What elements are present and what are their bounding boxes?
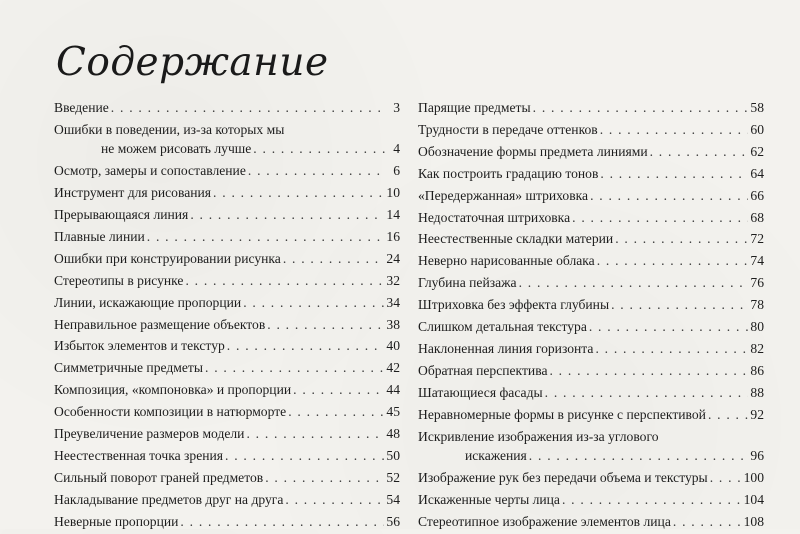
toc-entry-line	[54, 358, 400, 377]
dot-leader	[572, 208, 748, 227]
toc-entry-title: Обратная перспектива	[418, 362, 548, 378]
toc-entry-title: Преувеличение размеров модели	[54, 426, 245, 442]
toc-entry	[418, 361, 764, 380]
dot-leader	[293, 380, 384, 399]
toc-entry-title: Недостаточная штриховка	[418, 209, 571, 225]
toc-entry	[54, 120, 400, 159]
toc-page-number: 96	[750, 448, 764, 463]
toc-entry-title: Симметричные предметы	[54, 360, 203, 376]
toc-entry-title: Композиция, «компоновка» и пропорции	[54, 382, 292, 398]
toc-entry-title: Трудности в передаче оттенков	[418, 121, 598, 137]
toc-entry	[418, 405, 764, 424]
toc-entry-line	[418, 468, 764, 487]
toc-entry	[418, 98, 764, 117]
dot-leader	[708, 405, 748, 424]
toc-entry-line	[54, 120, 400, 139]
dot-leader	[673, 512, 742, 531]
toc-entry-line	[418, 120, 764, 139]
toc-page-number: 68	[750, 209, 764, 225]
toc-entry	[418, 229, 764, 248]
toc-entry	[418, 317, 764, 336]
dot-leader	[519, 273, 749, 292]
dot-leader	[185, 271, 384, 290]
toc-entry-line	[54, 271, 400, 290]
toc-entry-line	[54, 98, 400, 117]
toc-page-number: 86	[750, 362, 764, 378]
toc-entry	[54, 98, 400, 117]
toc-page-number: 44	[386, 382, 400, 398]
toc-entry-line	[418, 164, 764, 183]
toc-entry-line	[54, 139, 400, 158]
dot-leader	[597, 251, 749, 270]
toc-page-number: 74	[750, 253, 764, 269]
toc-entry	[54, 161, 400, 180]
toc-entry	[54, 446, 400, 465]
dot-leader	[180, 512, 384, 531]
toc-entry	[54, 227, 400, 246]
toc-entry-title: искажения	[465, 448, 527, 463]
toc-entry-line	[418, 339, 764, 358]
dot-leader	[147, 227, 385, 246]
dot-leader	[253, 139, 386, 158]
toc-entry-line	[418, 251, 764, 270]
dot-leader	[227, 336, 385, 355]
toc-entry	[418, 468, 764, 487]
toc-entry	[54, 424, 400, 443]
toc-entry-title: Избыток элементов и текстур	[54, 338, 225, 354]
toc-entry-line	[54, 227, 400, 246]
toc-page-number: 52	[386, 469, 400, 485]
toc-entry	[418, 164, 764, 183]
toc-entry-line	[54, 380, 400, 399]
toc-entry-line	[418, 427, 764, 446]
toc-entry	[54, 512, 400, 531]
toc-page-number: 78	[750, 297, 764, 313]
dot-leader	[265, 468, 384, 487]
toc-entry	[54, 205, 400, 224]
toc-entry	[54, 183, 400, 202]
toc-entry	[54, 293, 400, 312]
toc-entry-line	[54, 183, 400, 202]
toc-entry-title: Шатающиеся фасады	[418, 384, 543, 400]
toc-entry-line	[418, 295, 764, 314]
toc-entry	[54, 315, 400, 334]
dot-leader	[545, 383, 749, 402]
dot-leader	[615, 229, 748, 248]
toc-entry-title: Ошибки при конструировании рисунка	[54, 250, 281, 266]
toc-entry-line	[418, 512, 764, 531]
toc-entry	[418, 383, 764, 402]
dot-leader	[285, 490, 384, 509]
toc-entry-title: Прерывающаяся линия	[54, 207, 189, 223]
toc-entry	[418, 186, 764, 205]
toc-entry	[418, 427, 764, 466]
toc-entry-title: Неравномерные формы в рисунке с перспективой	[418, 406, 706, 422]
toc-entry-title: Наклоненная линия горизонта	[418, 340, 594, 356]
toc-entry-line	[418, 208, 764, 227]
toc-entry-line	[54, 293, 400, 312]
toc-entry	[418, 251, 764, 270]
toc-entry-title: Слишком детальная текстура	[418, 319, 587, 335]
dot-leader	[243, 293, 384, 312]
toc-entry-title: Линии, искажающие пропорции	[54, 294, 242, 310]
toc-entry	[418, 120, 764, 139]
dot-leader	[562, 490, 742, 509]
toc-entry	[54, 380, 400, 399]
dot-leader	[595, 339, 748, 358]
toc-page-number: 45	[386, 404, 400, 420]
toc-entry-line	[54, 161, 400, 180]
toc-entry	[54, 468, 400, 487]
page-title: Содержание	[56, 40, 329, 85]
toc-entry	[54, 336, 400, 355]
toc-entry-title: Введение	[54, 100, 109, 115]
toc-entry-title: Неестественные складки материи	[418, 231, 614, 247]
toc-page-number: 48	[386, 426, 400, 442]
toc-entry-title: Глубина пейзажа	[418, 275, 517, 291]
toc-entry-line	[54, 336, 400, 355]
toc-entry	[54, 271, 400, 290]
toc-entry-title: «Передержанная» штриховка	[418, 187, 589, 203]
toc-page-number: 32	[386, 272, 400, 288]
toc-page-number: 100	[743, 469, 764, 485]
dot-leader	[248, 161, 386, 180]
toc-entry-title: Изображение рук без передачи объема и текстуры	[418, 469, 708, 485]
toc-entry-line	[418, 317, 764, 336]
toc-page-number: 38	[386, 316, 400, 332]
toc-entry-line	[418, 446, 764, 465]
toc-page-number: 80	[750, 319, 764, 335]
toc-entry-line	[418, 186, 764, 205]
toc-entry-line	[418, 98, 764, 117]
toc-page-number: 40	[386, 338, 400, 354]
dot-leader	[533, 98, 749, 117]
toc-page-number: 72	[750, 231, 764, 247]
dot-leader	[589, 317, 749, 336]
toc-entry	[54, 358, 400, 377]
toc-entry	[418, 142, 764, 161]
toc-page-number: 108	[743, 513, 764, 529]
dot-leader	[529, 446, 749, 465]
toc-entry-title: Плавные линии	[54, 228, 145, 244]
toc-entry-title: Ошибки в поведении, из-за которых мы	[54, 121, 285, 137]
dot-leader	[590, 186, 748, 205]
toc-entry-line	[54, 249, 400, 268]
toc-entry	[418, 512, 764, 531]
toc-entry-line	[54, 424, 400, 443]
toc-right-column	[418, 98, 764, 534]
toc-entry-line	[54, 446, 400, 465]
toc-page-number: 64	[750, 165, 764, 181]
toc-page-number: 42	[386, 360, 400, 376]
dot-leader	[288, 402, 384, 421]
toc-page-number: 3	[393, 100, 400, 115]
toc-page-number: 66	[750, 187, 764, 203]
toc-entry-title: Накладывание предметов друг на друга	[54, 491, 284, 507]
dot-leader	[111, 98, 386, 117]
toc-page-number: 92	[750, 406, 764, 422]
dot-leader	[549, 361, 748, 380]
toc-page-number: 4	[393, 141, 400, 157]
toc-page-number: 58	[750, 100, 764, 115]
toc-entry-title: Искривление изображения из-за углового	[418, 428, 659, 444]
toc-page-number: 54	[386, 491, 400, 507]
toc-entry-title: Неправильное размещение объектов	[54, 316, 266, 332]
toc-entry-title: не можем рисовать лучше	[101, 141, 252, 157]
dot-leader	[246, 424, 384, 443]
toc-page-number: 60	[750, 121, 764, 137]
toc-entry	[54, 490, 400, 509]
toc-page-number: 6	[393, 163, 400, 179]
toc-entry-title: Инструмент для рисования	[54, 185, 212, 201]
toc-entry-title: Стереотипы в рисунке	[54, 272, 184, 288]
dot-leader	[600, 164, 748, 183]
toc-page-number: 104	[743, 491, 764, 507]
toc-page-number: 34	[386, 294, 400, 310]
toc-entry-title: Как построить градацию тонов	[418, 165, 599, 181]
toc-entry-line	[54, 315, 400, 334]
toc-page-number: 56	[386, 513, 400, 529]
dot-leader	[650, 142, 749, 161]
toc-entry	[418, 273, 764, 292]
toc-entry-title: Неверные пропорции	[54, 513, 179, 529]
toc-entry-title: Неестественная точка зрения	[54, 448, 224, 463]
toc-page-number: 50	[386, 448, 400, 463]
toc-entry-line	[418, 229, 764, 248]
toc-entry-title: Особенности композиции в натюрморте	[54, 404, 287, 420]
toc-entry-line	[54, 490, 400, 509]
dot-leader	[225, 446, 384, 465]
toc-entry-title: Искаженные черты лица	[418, 491, 560, 507]
toc-entry	[418, 339, 764, 358]
toc-page-number: 16	[386, 228, 400, 244]
toc-page-number: 88	[750, 384, 764, 400]
toc-entry-title: Парящие предметы	[418, 100, 531, 115]
toc-page-number: 82	[750, 340, 764, 356]
toc-entry-line	[418, 383, 764, 402]
toc-entry-line	[54, 205, 400, 224]
dot-leader	[205, 358, 384, 377]
dot-leader	[213, 183, 384, 202]
dot-leader	[190, 205, 384, 224]
toc-page-number: 76	[750, 275, 764, 291]
toc-entry-line	[54, 468, 400, 487]
dot-leader	[710, 468, 742, 487]
toc-entry-line	[418, 142, 764, 161]
toc-entry	[418, 295, 764, 314]
toc-page-number: 62	[750, 143, 764, 159]
toc-page-number: 24	[386, 250, 400, 266]
dot-leader	[600, 120, 749, 139]
toc-entry-title: Сильный поворот граней предметов	[54, 469, 264, 485]
toc-entry	[54, 249, 400, 268]
dot-leader	[611, 295, 748, 314]
toc-entry-line	[54, 512, 400, 531]
toc-entry-line	[418, 361, 764, 380]
toc-entry-line	[54, 402, 400, 421]
toc-entry-title: Осмотр, замеры и сопоставление	[54, 163, 246, 179]
toc-entry-title: Неверно нарисованные облака	[418, 253, 595, 269]
toc-entry-title: Обозначение формы предмета линиями	[418, 143, 648, 159]
dot-leader	[267, 315, 384, 334]
toc-entry	[418, 208, 764, 227]
toc-page-number: 14	[386, 207, 400, 223]
toc-page-number: 10	[386, 185, 400, 201]
toc-entry-line	[418, 405, 764, 424]
dot-leader	[283, 249, 385, 268]
toc-left-column	[54, 98, 400, 534]
toc-entry	[54, 402, 400, 421]
toc-entry-line	[418, 273, 764, 292]
toc-entry-line	[418, 490, 764, 509]
toc-entry-title: Стереотипное изображение элементов лица	[418, 513, 671, 529]
toc-entry-title: Штриховка без эффекта глубины	[418, 297, 610, 313]
toc-entry	[418, 490, 764, 509]
